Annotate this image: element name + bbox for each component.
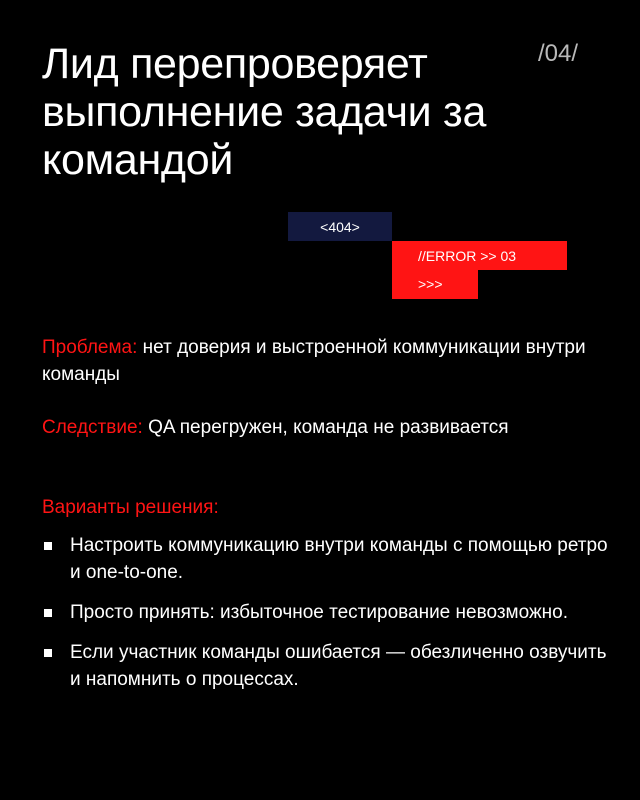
code-block-404: <404> [288,212,392,241]
solution-item-text: Просто принять: избыточное тестирование невозможно. [70,602,568,623]
code-block-error: //ERROR >> 03 [392,241,567,270]
slide-title: Лид перепроверяет выполнение задачи за командой [42,40,487,184]
problem-paragraph [42,334,602,388]
problem-text: нет доверия и выстроенной коммуникации внутри команды [42,337,586,385]
solution-item [42,599,612,626]
solutions-list [42,532,612,706]
solution-item [42,639,612,693]
code-block-arrows: >>> [392,270,478,299]
solution-item-text: Настроить коммуникацию внутри команды с помощью ретро и one-to-one. [70,535,608,583]
page-number: /04/ [538,40,579,67]
solutions-heading: Варианты решения: [42,497,219,518]
consequence-text: QA перегружен, команда не развивается [142,417,509,438]
bullet-square-icon [44,649,52,657]
consequence-label: Следствие: [42,417,143,438]
solution-item-text: Если участник команды ошибается — обезличенно озвучить и напомнить о процессах. [70,642,607,690]
consequence-paragraph [42,414,602,441]
solution-item [42,532,612,586]
bullet-square-icon [44,609,52,617]
problem-label: Проблема: [42,337,138,358]
bullet-square-icon [44,542,52,550]
